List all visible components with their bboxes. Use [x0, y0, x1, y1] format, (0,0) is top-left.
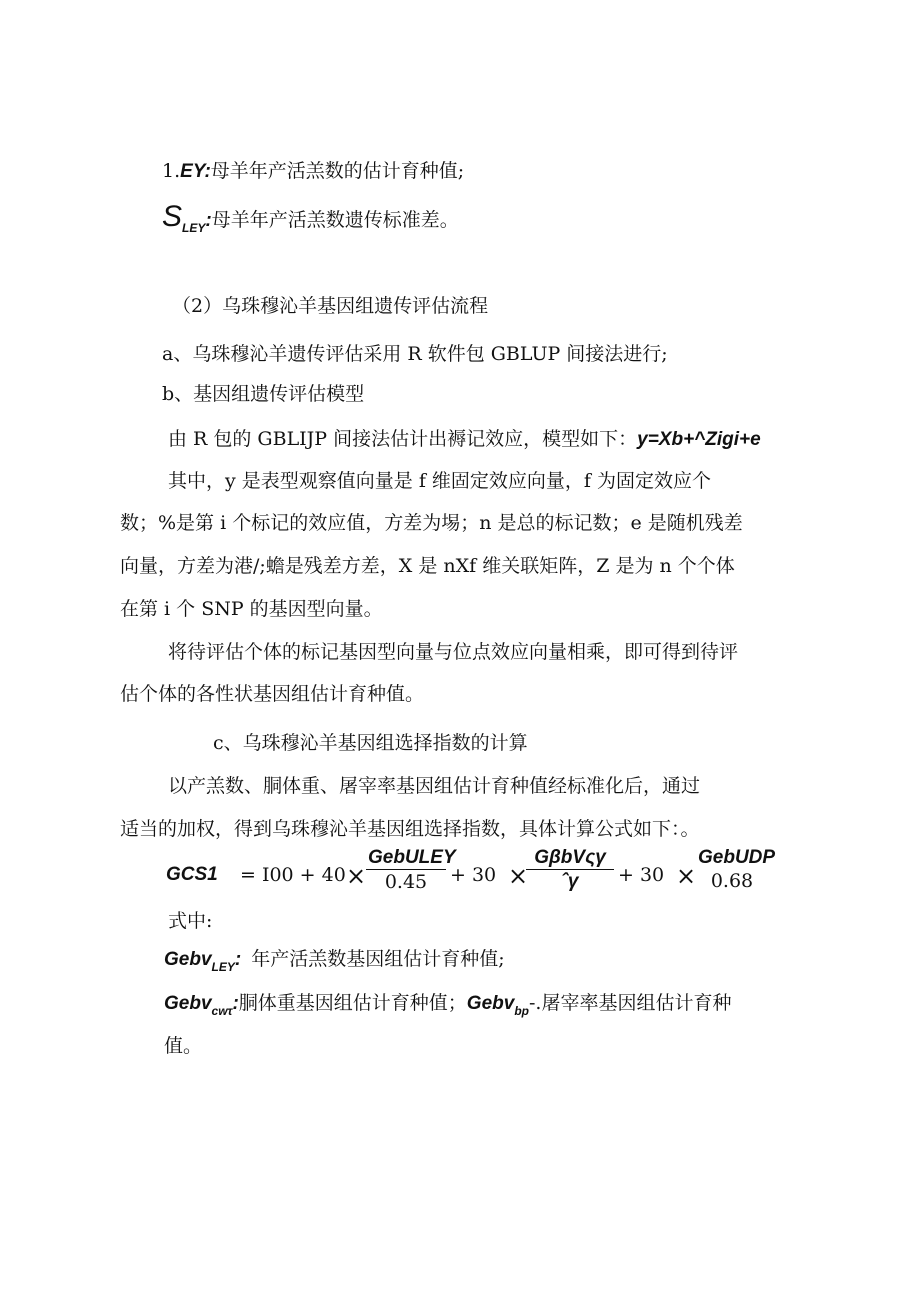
item-number: 1. [162, 160, 181, 182]
model-line [168, 428, 761, 452]
item-b: b、基因组遗传评估模型 [162, 383, 365, 405]
fraction-2-numerator: GβbVςγ [526, 848, 614, 870]
paragraph-line: 在第 i 个 SNP 的基因型向量。 [120, 598, 383, 620]
gebv-colon: : [234, 949, 242, 970]
formula-times-3: × [676, 862, 697, 890]
gebv-subscript: cwτ [211, 1004, 233, 1018]
gebv-symbol: Gebv [164, 949, 212, 970]
s-symbol: S [162, 200, 183, 233]
line-sley-definition [162, 199, 459, 235]
formula-base: = I00 + 40 [240, 864, 346, 886]
fraction-1 [366, 847, 456, 895]
gebv-dash: -. [529, 992, 542, 1014]
paragraph-line: 将待评估个体的标记基因型向量与位点效应向量相乘，即可得到待评 [168, 641, 739, 663]
gebv-ley-description: 年产活羔数基因组估计育种值; [251, 948, 505, 970]
paragraph-line: 适当的加权，得到乌珠穆沁羊基因组选择指数，具体计算公式如下：。 [120, 818, 700, 840]
model-text: 由 R 包的 GBLIJP 间接法估计出褥记效应，模型如下： [168, 428, 638, 450]
fraction-1-denominator: 0.45 [384, 870, 428, 893]
formula-times-1: × [346, 862, 367, 890]
gebv-cwt-description: 胴体重基因组估计育种值； [238, 992, 467, 1014]
paragraph-line: 估个体的各性状基因组估计育种值。 [120, 683, 425, 705]
fraction-3 [696, 847, 776, 894]
sley-description: 母羊年产活羔数遗传标准差。 [211, 209, 459, 231]
paragraph-line: 其中，y 是表型观察值向量是 f 维固定效应向量，f 为固定效应个 [168, 470, 711, 492]
gebv-symbol: Gebv [466, 993, 515, 1014]
formula-plus-1: + 30 [450, 864, 497, 886]
line-ey-definition [162, 160, 464, 184]
fraction-2 [526, 848, 614, 895]
fraction-3-denominator: 0.68 [710, 869, 754, 892]
paragraph-line: 向量，方差为港/;蟾是残差方差，X 是 nXf 维关联矩阵，Z 是为 n 个个体 [120, 555, 735, 577]
paragraph-line: 值。 [164, 1035, 203, 1057]
ey-symbol: EY: [180, 161, 211, 182]
section-heading-2: （2）乌珠穆沁羊基因组遗传评估流程 [172, 295, 489, 317]
fraction-3-numerator: GebUDP [698, 847, 776, 868]
model-formula: y=Xb+^Zigi+e [637, 429, 761, 450]
gebv-colon: : [232, 993, 239, 1014]
gebv-bp-description: 屠宰率基因组估计育种 [541, 992, 732, 1014]
gebv-cwt-definition [164, 992, 731, 1016]
where-label: 式中: [168, 910, 213, 932]
fraction-2-denominator: ˆγ [561, 870, 579, 892]
formula-times-2: × [508, 862, 529, 890]
s-colon: : [205, 210, 212, 231]
item-c: c、乌珠穆沁羊基因组选择指数的计算 [213, 732, 528, 754]
gebv-ley-definition [164, 948, 505, 972]
gebv-subscript: LEY [211, 960, 235, 974]
item-a: a、乌珠穆沁羊遗传评估采用 R 软件包 GBLUP 间接法进行; [162, 343, 668, 365]
gebv-subscript: bp [514, 1004, 529, 1018]
paragraph-line: 数；%是第 i 个标记的效应值，方差为埸；n 是总的标记数；e 是随机残差 [120, 512, 743, 534]
formula-lhs: GCS1 [166, 864, 218, 885]
paragraph-line: 以产羔数、胴体重、屠宰率基因组估计育种值经标准化后，通过 [168, 775, 701, 797]
s-subscript: LEY [182, 221, 206, 235]
ey-description: 母羊年产活羔数的估计育种值; [210, 160, 465, 182]
formula-plus-2: + 30 [618, 864, 665, 886]
gebv-symbol: Gebv [164, 993, 212, 1014]
fraction-1-numerator: GebULEY [368, 847, 456, 868]
